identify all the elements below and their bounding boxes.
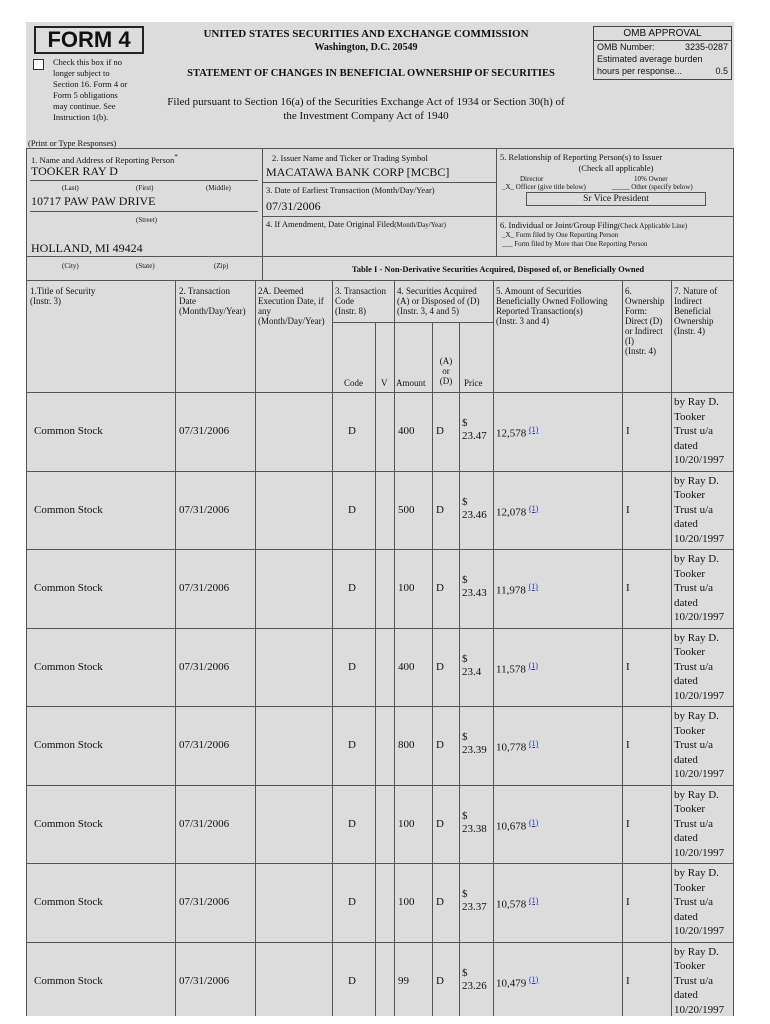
transaction-code: D bbox=[348, 896, 356, 908]
price: $ 23.47 bbox=[462, 417, 487, 442]
price: $ 23.38 bbox=[462, 809, 487, 835]
statement-heading: STATEMENT OF CHANGES IN BENEFICIAL OWNERSHIP OF SECURITIES bbox=[187, 68, 555, 79]
amount-owned: 10,578 $^{(1)}$ bbox=[496, 896, 539, 911]
table-title: Table I - Non-Derivative Securities Acquired, Disposed of, or Beneficially Owned bbox=[351, 264, 645, 274]
amount-owned: 10,678 $^{(1)}$ bbox=[496, 817, 539, 833]
acquired-or-disposed: D bbox=[436, 739, 444, 751]
first-label: (First) bbox=[136, 184, 154, 192]
amount: 99 bbox=[398, 974, 409, 987]
omb-number-label: OMB Number: bbox=[597, 42, 655, 52]
sub-price-header: Price bbox=[464, 378, 483, 388]
footnote-link[interactable]: (1) bbox=[529, 739, 539, 748]
officer-title: Sr Vice President bbox=[526, 192, 706, 206]
earliest-date-label: 3. Date of Earliest Transaction (Month/Day/Year) bbox=[266, 185, 435, 195]
nature-of-ownership: by Ray D. Tooker Trust u/a dated 10/20/1997 bbox=[674, 631, 725, 702]
table-row bbox=[26, 863, 734, 942]
table-row bbox=[26, 628, 734, 707]
security-title: Common Stock bbox=[34, 974, 103, 987]
transaction-code: D bbox=[348, 425, 356, 437]
omb-title: OMB APPROVAL bbox=[594, 27, 731, 41]
omb-hours-value: 0.5 bbox=[715, 66, 728, 76]
filing-label: 6. Individual or Joint/Group Filing(Check Applicable Line) bbox=[500, 220, 688, 230]
price: $ 23.43 bbox=[462, 574, 487, 599]
amount: 400 bbox=[398, 425, 415, 437]
transaction-date: 07/31/2006 bbox=[179, 425, 230, 437]
footnote-link[interactable]: (1) bbox=[528, 582, 538, 591]
filing-one-person: _X_ Form filed by One Reporting Person bbox=[502, 231, 619, 239]
footnote-link[interactable]: (1) bbox=[529, 817, 539, 827]
transaction-date: 07/31/2006 bbox=[179, 660, 230, 673]
amendment-label: 4. If Amendment, Date Original Filed(Month/Day/Year) bbox=[266, 219, 446, 229]
col-date-header: 2. Transaction Date (Month/Day/Year) bbox=[179, 286, 246, 316]
no-longer-subject-checkbox[interactable] bbox=[33, 59, 44, 70]
reporting-person-name: TOOKER RAY D bbox=[31, 164, 118, 178]
footnote-link[interactable]: (1) bbox=[529, 974, 539, 984]
nature-of-ownership: by Ray D. Tooker Trust u/a dated 10/20/1997 bbox=[674, 710, 725, 781]
street-address: 10717 PAW PAW DRIVE bbox=[31, 194, 156, 208]
transaction-date: 07/31/2006 bbox=[179, 896, 230, 908]
transaction-date: 07/31/2006 bbox=[179, 503, 230, 516]
security-title: Common Stock bbox=[34, 660, 103, 673]
omb-burden: Estimated average burden bbox=[597, 54, 703, 64]
ownership-form: I bbox=[626, 425, 630, 437]
acquired-or-disposed: D bbox=[436, 974, 444, 987]
footnote-link[interactable]: (1) bbox=[528, 660, 538, 670]
security-title: Common Stock bbox=[34, 503, 103, 516]
relationship-label: 5. Relationship of Reporting Person(s) to Issuer bbox=[500, 152, 663, 162]
transaction-code: D bbox=[348, 974, 356, 987]
amount: 100 bbox=[398, 582, 415, 594]
price: $ 23.46 bbox=[462, 495, 487, 521]
transaction-date: 07/31/2006 bbox=[179, 582, 230, 594]
price: $ 23.37 bbox=[462, 888, 487, 913]
acquired-or-disposed: D bbox=[436, 896, 444, 908]
amount-owned: 10,778 $^{(1)}$ bbox=[496, 739, 539, 754]
table-row bbox=[26, 549, 734, 628]
director-label: Director bbox=[520, 175, 544, 183]
agency-heading: UNITED STATES SECURITIES AND EXCHANGE COMMISSION bbox=[203, 28, 529, 40]
col-security-header: 1.Title of Security (Instr. 3) bbox=[30, 286, 96, 306]
form-title: FORM 4 bbox=[34, 26, 144, 54]
omb-hours-label: hours per response... bbox=[597, 66, 683, 76]
security-title: Common Stock bbox=[34, 896, 103, 908]
nature-of-ownership: by Ray D. Tooker Trust u/a dated 10/20/1997 bbox=[674, 396, 725, 467]
col-code-header: 3. Transaction Code (Instr. 8) bbox=[335, 286, 387, 316]
last-label: (Last) bbox=[62, 184, 79, 192]
checkbox-instructions: Check this box if no longer subject to Section 16. Form 4 or Form 5 obligations may continue. See Instruction 1(b). bbox=[53, 57, 128, 122]
acquired-or-disposed: D bbox=[436, 660, 444, 673]
col-owned-header: 5. Amount of Securities Beneficially Owned Following Reported Transaction(s) (Instr. 3 and 4) bbox=[496, 286, 608, 326]
city-label: (City) bbox=[62, 262, 79, 270]
table-row bbox=[26, 471, 734, 550]
form-page bbox=[26, 22, 734, 1016]
amount: 500 bbox=[398, 503, 415, 516]
zip-label: (Zip) bbox=[214, 262, 229, 270]
transaction-date: 07/31/2006 bbox=[179, 974, 230, 987]
transaction-code: D bbox=[348, 660, 356, 673]
ownership-form: I bbox=[626, 503, 630, 516]
transaction-code: D bbox=[348, 817, 356, 830]
ownership-form: I bbox=[626, 817, 630, 830]
ten-percent-label: 10% Owner bbox=[634, 175, 668, 183]
price: $ 23.39 bbox=[462, 731, 487, 756]
omb-number-value: 3235-0287 bbox=[684, 42, 728, 52]
table-row bbox=[26, 785, 734, 864]
amount: 100 bbox=[398, 817, 415, 830]
transaction-code: D bbox=[348, 582, 356, 594]
sub-aord-header: (A) or (D) bbox=[439, 356, 453, 386]
price: $ 23.4 bbox=[462, 652, 482, 678]
sub-code-header: Code bbox=[344, 378, 363, 388]
col-ownership-form-header: 6. Ownership Form: Direct (D) or Indirect (I) (Instr. 4) bbox=[625, 286, 665, 356]
agency-location: Washington, D.C. 20549 bbox=[314, 42, 418, 53]
officer-label: _X_ Officer (give title below) bbox=[502, 183, 586, 191]
amount-owned: 11,578 $^{(1)}$ bbox=[496, 660, 538, 676]
transaction-code: D bbox=[348, 739, 356, 751]
transaction-date: 07/31/2006 bbox=[179, 817, 230, 830]
amount-owned: 12,078 $^{(1)}$ bbox=[496, 503, 539, 519]
sub-v-header: V bbox=[381, 378, 388, 388]
nature-of-ownership: by Ray D. Tooker Trust u/a dated 10/20/1997 bbox=[674, 553, 725, 624]
table-row bbox=[26, 706, 734, 785]
table-row bbox=[26, 392, 734, 471]
amount: 400 bbox=[398, 660, 415, 673]
amount-owned: 10,479 $^{(1)}$ bbox=[496, 974, 539, 990]
middle-label: (Middle) bbox=[206, 184, 231, 192]
ownership-form: I bbox=[626, 582, 630, 594]
col-deemed-header: 2A. Deemed Execution Date, if any (Month/Day/Year) bbox=[258, 286, 325, 326]
issuer-name: MACATAWA BANK CORP [MCBC] bbox=[266, 165, 450, 179]
ownership-form: I bbox=[626, 974, 630, 987]
state-label: (State) bbox=[136, 262, 155, 270]
footnote-link[interactable]: (1) bbox=[529, 896, 539, 905]
reporting-person-label: 1. Name and Address of Reporting Person* bbox=[31, 153, 178, 165]
check-all-applicable: (Check all applicable) bbox=[578, 163, 654, 173]
street-label: (Street) bbox=[136, 216, 157, 224]
footnote-link[interactable]: (1) bbox=[529, 425, 539, 434]
filing-more-persons: ___ Form filed by More than One Reporting Person bbox=[502, 240, 648, 248]
transaction-code: D bbox=[348, 503, 356, 516]
filed-pursuant-line2: the Investment Company Act of 1940 bbox=[283, 110, 449, 122]
earliest-date: 07/31/2006 bbox=[266, 199, 321, 213]
issuer-label: 2. Issuer Name and Ticker or Trading Symbol bbox=[272, 153, 428, 163]
security-title: Common Stock bbox=[34, 425, 103, 437]
nature-of-ownership: by Ray D. Tooker Trust u/a dated 10/20/1997 bbox=[674, 788, 725, 859]
other-label: _____ Other (specify below) bbox=[612, 183, 693, 191]
security-title: Common Stock bbox=[34, 817, 103, 830]
security-title: Common Stock bbox=[34, 739, 103, 751]
acquired-or-disposed: D bbox=[436, 817, 444, 830]
amount-owned: 12,578 $^{(1)}$ bbox=[496, 425, 539, 440]
omb-approval-box bbox=[593, 26, 732, 80]
print-type-note: (Print or Type Responses) bbox=[28, 138, 117, 148]
acquired-or-disposed: D bbox=[436, 503, 444, 516]
filed-pursuant-line1: Filed pursuant to Section 16(a) of the Securities Exchange Act of 1934 or Section 30(h) of bbox=[167, 96, 565, 108]
ownership-form: I bbox=[626, 739, 630, 751]
acquired-or-disposed: D bbox=[436, 425, 444, 437]
nature-of-ownership: by Ray D. Tooker Trust u/a dated 10/20/1997 bbox=[674, 867, 725, 938]
nature-of-ownership: by Ray D. Tooker Trust u/a dated 10/20/1997 bbox=[674, 945, 725, 1016]
transaction-date: 07/31/2006 bbox=[179, 739, 230, 751]
acquired-or-disposed: D bbox=[436, 582, 444, 594]
ownership-form: I bbox=[626, 896, 630, 908]
col-nature-header: 7. Nature of Indirect Beneficial Ownership (Instr. 4) bbox=[674, 286, 718, 336]
table-row bbox=[26, 942, 734, 1021]
nature-of-ownership: by Ray D. Tooker Trust u/a dated 10/20/1997 bbox=[674, 474, 725, 545]
amount-owned: 11,978 $^{(1)}$ bbox=[496, 582, 538, 597]
price: $ 23.26 bbox=[462, 966, 487, 992]
sub-amount-header: Amount bbox=[396, 378, 426, 388]
city-state-zip: HOLLAND, MI 49424 bbox=[31, 241, 143, 255]
amount: 800 bbox=[398, 739, 415, 751]
amount: 100 bbox=[398, 896, 415, 908]
security-title: Common Stock bbox=[34, 582, 103, 594]
col-acquired-header: 4. Securities Acquired (A) or Disposed of (D) (Instr. 3, 4 and 5) bbox=[397, 286, 480, 316]
ownership-form: I bbox=[626, 660, 630, 673]
footnote-link[interactable]: (1) bbox=[529, 503, 539, 513]
